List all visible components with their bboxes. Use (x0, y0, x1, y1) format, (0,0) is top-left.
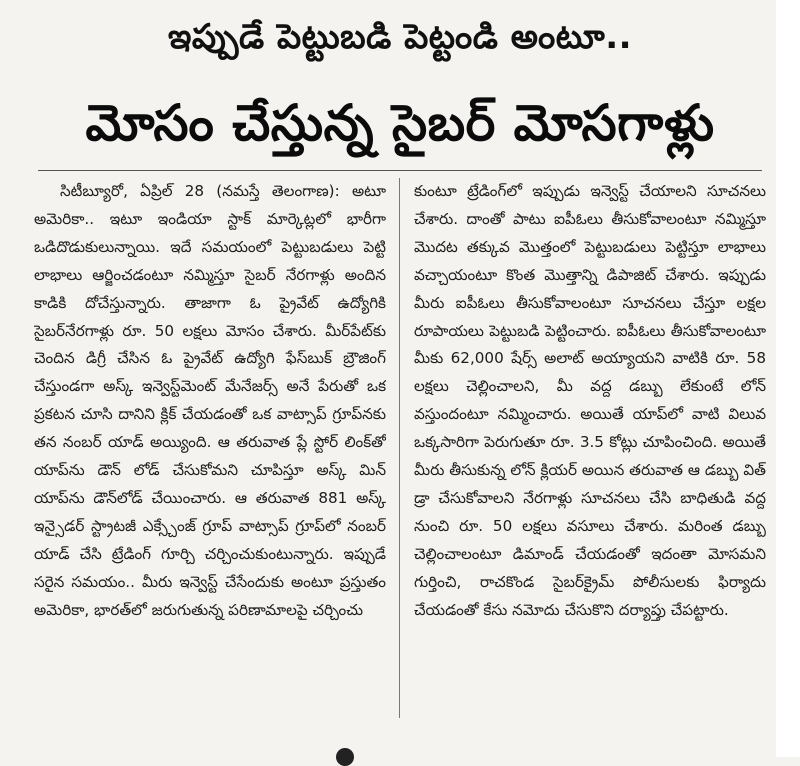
column-left-text: సిటీబ్యూరో, ఏప్రిల్ 28 (నమస్తే తెలంగాణ): అటూ అమెరికా.. ఇటూ ఇండియా స్టాక్ మార్కెట్లలో భారీగా ఒడిదొడుకులున్నాయి. ఇదే సమయంలో పెట్టుబడులు పెట్టి లాభాలు ఆర్జించడంటూ నమ్మిస్తూ సైబర్ నేరగాళ్లు అందిన కాడికి దోచేస్తున్నారు. తాజాగా ఓ ప్రైవేట్ ఉద్యోగికి సైబర్‌నేరగాళ్లు రూ. 50 లక్షలు మోసం చేశారు. మీర్‌పేట్‌కు చెందిన డిగ్రీ చేసిన ఓ ప్రైవేట్ ఉద్యోగి ఫేస్‌బుక్ బ్రౌజింగ్ చేస్తుండగా అస్క్ ఇన్వెస్ట్‌మెంట్ మేనేజర్స్ అనే పేరుతో ఒక ప్రకటన చూసి దానిని క్లిక్ చేయడంతో ఒక వాట్సాప్ గ్రూప్‌నకు తన నంబర్ యాడ్ అయ్యింది. ఆ తరువాత ప్లే స్టోర్ లింక్‌తో యాప్‌ను డౌన్ లోడ్ చేసుకోమని చూపిస్తూ అస్క్ మిన్ యాప్‌ను డౌన్‌లోడ్ చేయించారు. ఆ తరువాత 881 అస్క్ ఇన్సైడర్ స్ట్రాటజీ ఎక్స్చేంజ్ గ్రూప్ వాట్సాప్ గ్రూప్‌లో నంబర్ యాడ్ చేసి ట్రేడింగ్ గూర్చి చర్చించుకుంటున్నారు. ఇప్పుడే సరైన సమయం.. మీరు ఇన్వెస్ట్ చేసేందుకు అంటూ ప్రస్తుతం అమెరికా, భారత్‌లో జరుగుతున్న పరిణామాలపై చర్చించు (34, 182, 386, 619)
column-divider (399, 178, 400, 718)
column-right-text: కుంటూ ట్రేడింగ్‌లో ఇప్పుడు ఇన్వెస్ట్ చేయాలని సూచనలు చేశారు. దాంతో పాటు ఐపీఓలు తీసుకోవాలంటూ నమ్మిస్తూ మొదట తక్కువ మొత్తంలో పెట్టుబడులు పెట్టిస్తూ లాభాలు వచ్చాయంటూ కొంత మొత్తాన్ని డిపాజిట్ చేశారు. ఇప్పుడు మీరు ఐపీఓలు తీసుకోవాలంటూ సూచనలు చేస్తూ లక్షల రూపాయలు పెట్టుబడి పెట్టించారు. ఐపీఓలు తీసుకోవాలంటూ మీకు 62,000 షేర్స్ అలాట్ అయ్యాయని వాటికి రూ. 58 లక్షలు చెల్లించాలని, మీ వద్ద డబ్బు లేకుంటే లోన్ వస్తుందంటూ నమ్మించారు. అయితే యాప్‌లో వాటి విలువ ఒక్కసారిగా పెరుగుతూ రూ. 3.5 కోట్లు చూపించింది. అయితే మీరు తీసుకున్న లోన్ క్లియర్ అయిన తరువాత ఆ డబ్బు విత్ డ్రా చేసుకోవాలని నేరగాళ్లు సూచనలు చేసి బాధితుడి వద్ద నుంచి రూ. 50 లక్షలు వసూలు చేశారు. మరింత డబ్బు చెల్లించాలంటూ డిమాండ్ చేయడంతో ఇదంతా మోసమని గుర్తించి, రాచకొండ సైబర్‌క్రైమ్ పోలీసులకు ఫిర్యాదు చేయడంతో కేసు నమోదు చేసుకొని దర్యాప్తు చేపట్టారు. (414, 182, 766, 619)
article-headline: మోసం చేస్తున్న సైబర్ మోసగాళ్లు (85, 94, 715, 152)
article-kicker: ఇప్పుడే పెట్టుబడి పెట్టండి అంటూ.. (167, 17, 633, 57)
headline-rule (38, 170, 762, 171)
page-mark (336, 748, 354, 766)
article-column-right (414, 178, 766, 718)
article-column-left (34, 178, 386, 718)
page-edge (776, 0, 800, 757)
